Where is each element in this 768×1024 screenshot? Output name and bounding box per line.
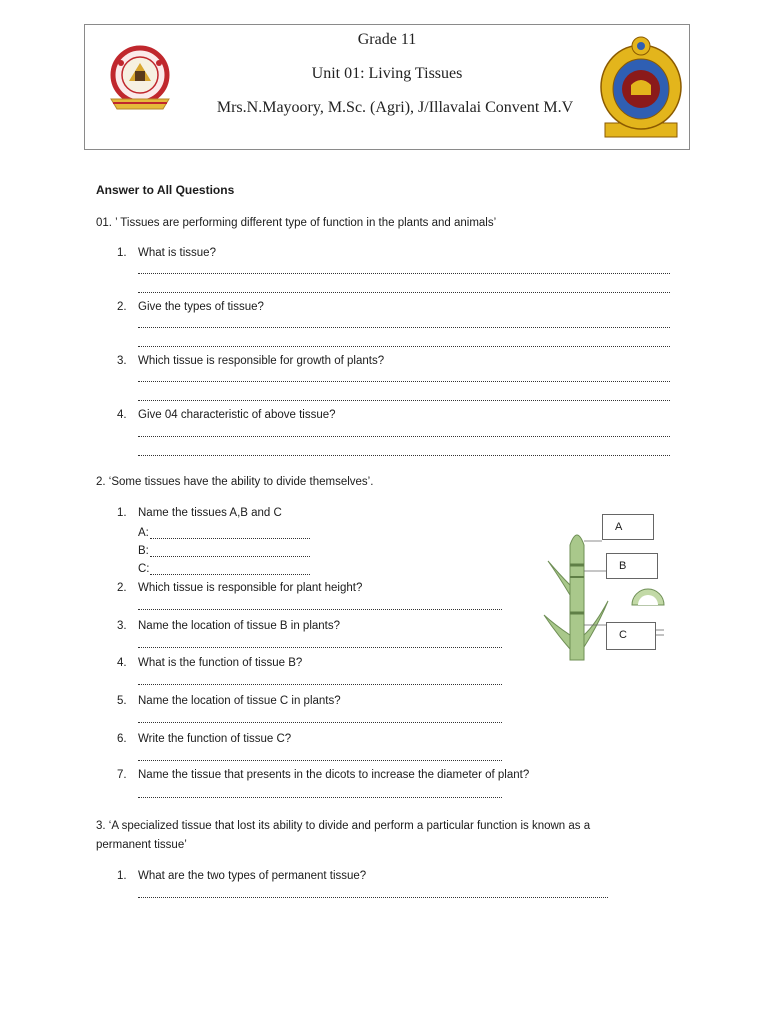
q1-2-text: Give the types of tissue? (138, 301, 264, 313)
q1-4-text: Give 04 characteristic of above tissue? (138, 409, 336, 421)
q1-4-number: 4. (117, 409, 127, 421)
q2-7-text: Name the tissue that presents in the dicots to increase the diameter of plant? (138, 769, 530, 781)
q2-5-text: Name the location of tissue C in plants? (138, 695, 341, 707)
q1-1-number: 1. (117, 247, 127, 259)
answer-line (138, 722, 502, 723)
q1-stem: 01. ’ Tissues are performing different type of function in the plants and animals’ (96, 217, 497, 229)
grade-title: Grade 11 (357, 31, 417, 48)
answer-line (138, 897, 608, 898)
answer-line (138, 797, 502, 798)
q2-stem: 2. ‘Some tissues have the ability to divide themselves’. (96, 476, 374, 488)
q2-4-text: What is the function of tissue B? (138, 657, 303, 669)
answer-line (150, 574, 310, 575)
q2-1-label-a: A: (138, 527, 149, 539)
diagram-label-b: B (606, 553, 658, 579)
q2-6-number: 6. (117, 733, 127, 745)
answer-line (138, 273, 670, 274)
answer-line (138, 609, 502, 610)
q2-1-text: Name the tissues A,B and C (138, 507, 282, 519)
answer-line (138, 381, 670, 382)
q2-2-text: Which tissue is responsible for plant height? (138, 582, 363, 594)
answer-line (138, 346, 670, 347)
q2-7-number: 7. (117, 769, 127, 781)
q1-3-text: Which tissue is responsible for growth of plants? (138, 355, 385, 367)
answer-line (138, 292, 670, 293)
q3-1-number: 1. (117, 870, 127, 882)
q3-1-text: What are the two types of permanent tissue? (138, 870, 367, 882)
answer-line (138, 436, 670, 437)
answer-line (138, 684, 502, 685)
q2-3-number: 3. (117, 620, 127, 632)
q2-2-number: 2. (117, 582, 127, 594)
answer-line (138, 647, 502, 648)
q1-3-number: 3. (117, 355, 127, 367)
national-emblem-logo (597, 33, 685, 143)
q3-stem-line2: permanent tissue’ (96, 839, 187, 851)
answer-line (138, 400, 670, 401)
q2-1-number: 1. (117, 507, 127, 519)
answer-line (138, 327, 670, 328)
instructions-heading: Answer to All Questions (96, 183, 235, 197)
q1-2-number: 2. (117, 301, 127, 313)
q2-1-label-b: B: (138, 545, 149, 557)
answer-line (138, 760, 502, 761)
diagram-label-c: C (606, 622, 656, 650)
answer-line (150, 556, 310, 557)
q2-1-label-c: C: (138, 563, 150, 575)
teacher-line: Mrs.N.Mayoory, M.Sc. (Agri), J/Illavalai Convent M.V (216, 99, 574, 116)
q2-5-number: 5. (117, 695, 127, 707)
q2-6-text: Write the function of tissue C? (138, 733, 292, 745)
q3-stem-line1: 3. ‘A specialized tissue that lost its ability to divide and perform a particular function is known as a (96, 820, 591, 832)
answer-line (150, 538, 310, 539)
answer-line (138, 455, 670, 456)
unit-title: Unit 01: Living Tissues (311, 65, 463, 82)
q2-3-text: Name the location of tissue B in plants? (138, 620, 341, 632)
q1-1-text: What is tissue? (138, 247, 216, 259)
q2-4-number: 4. (117, 657, 127, 669)
diagram-label-a: A (602, 514, 654, 540)
header-box (84, 24, 690, 150)
